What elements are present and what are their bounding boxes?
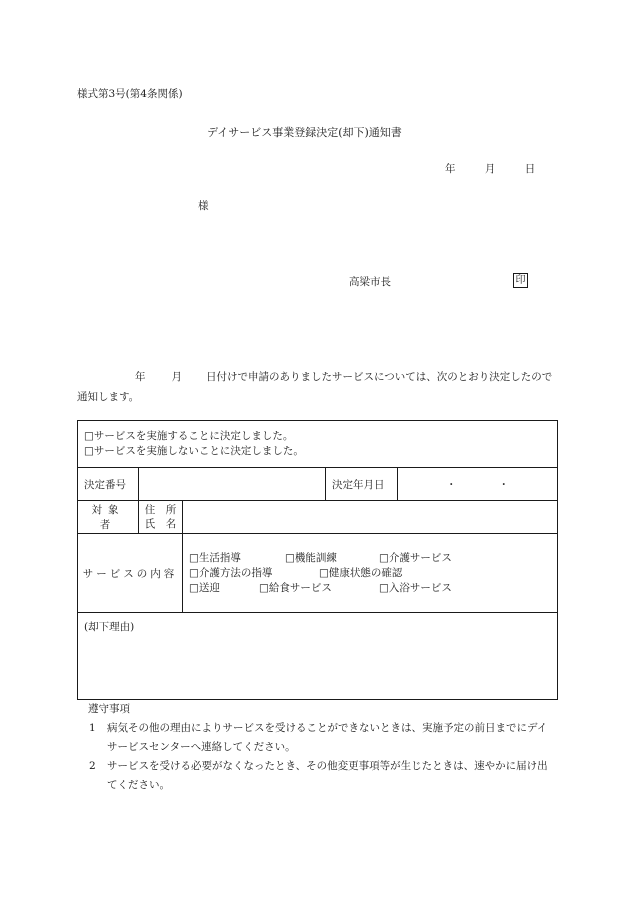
date-day: 日 [524, 163, 536, 175]
body-year: 年 [135, 371, 146, 383]
service-option-care: □介護サービス [379, 551, 452, 564]
note-text: サービスを受ける必要がなくなったとき、その他変更事項等が生じたときは、速やかに届け出てください。 [107, 760, 548, 791]
body-text: 日付けで申請のありましたサービスについては、次のとおり決定したので通知します。 [77, 371, 553, 403]
decision-table [77, 420, 558, 700]
issue-date [445, 161, 535, 176]
note-item [84, 757, 556, 795]
rejection-reason-cell [78, 613, 558, 700]
form-number: 様式第3号(第4条関係) [77, 88, 183, 100]
decision-number-label: 決定番号 [78, 468, 139, 501]
note-number: 1 [89, 722, 96, 734]
decision-date-field: ・ ・ [398, 468, 558, 501]
document-title: デイサービス事業登録決定(却下)通知書 [207, 126, 402, 139]
compliance-notes [84, 700, 556, 795]
rejection-reason-label: (却下理由) [84, 621, 135, 633]
issuer-name: 高梁市長 [349, 276, 391, 288]
note-number: 2 [89, 760, 96, 772]
decision-option-reject: □サービスを実施しないことに決定しました。 [84, 445, 304, 457]
service-row [189, 566, 551, 581]
service-row [189, 551, 551, 566]
service-options-cell [183, 534, 558, 613]
decision-options-cell [78, 421, 558, 468]
date-year: 年 [445, 163, 456, 175]
date-month: 月 [484, 163, 496, 175]
service-option-transport: □送迎 [189, 581, 220, 594]
note-text: 病気その他の理由によりサービスを受けることができないときは、実施予定の前日までにデイサービスセンターへ連絡してください。 [107, 722, 548, 753]
service-option-care-method: □介護方法の指導 [189, 566, 273, 579]
decision-option-approve: □サービスを実施することに決定しました。 [84, 430, 294, 442]
name-label: 氏 名 [144, 518, 177, 530]
subject-field [183, 501, 558, 534]
service-option-function-training: □機能訓練 [285, 551, 337, 564]
decision-number-field [139, 468, 326, 501]
address-name-labels [139, 501, 183, 534]
service-option-bath: □入浴サービス [379, 581, 452, 594]
addressee-suffix: 様 [198, 200, 209, 212]
notes-heading: 遵守事項 [88, 703, 130, 715]
body-month: 月 [171, 371, 182, 383]
note-item [84, 719, 556, 757]
service-row [189, 581, 551, 596]
seal-mark: 印 [513, 273, 528, 288]
notice-body [77, 367, 555, 407]
service-option-meal: □給食サービス [259, 581, 332, 594]
service-option-life-guidance: □生活指導 [189, 551, 241, 564]
service-content-label: サービスの内容 [78, 534, 183, 613]
service-option-health-check: □健康状態の確認 [319, 566, 403, 579]
subject-label: 対象者 [78, 501, 139, 534]
address-label: 住 所 [144, 504, 177, 516]
decision-date-label: 決定年月日 [326, 468, 398, 501]
